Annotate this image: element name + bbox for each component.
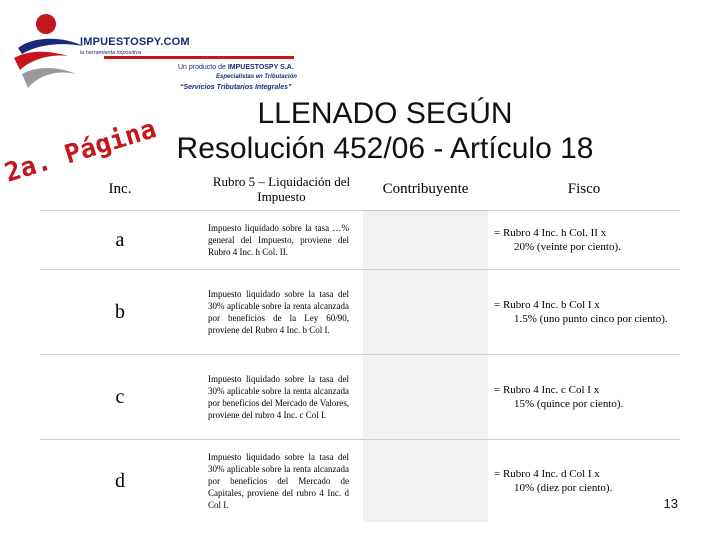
row-inc: a [40, 211, 200, 270]
header-rubro: Rubro 5 – Liquidación del Impuesto [212, 174, 351, 204]
row-fisco [488, 440, 680, 523]
page-label-word: Página [61, 114, 160, 171]
logo-product-prefix: Un producto de [178, 64, 226, 71]
title-line-2: Resolución 452/06 - Artículo 18 [176, 132, 594, 165]
row-inc: c [40, 355, 200, 440]
page-title [155, 96, 615, 166]
row-rubro-text: Impuesto liquidado sobre la tasa …% general del Impuesto, proviene del Rubro 4 Inc. h Col. II. [208, 223, 349, 257]
logo-product-line [178, 64, 294, 71]
row-fisco-first: = Rubro 4 Inc. d Col I x [494, 468, 600, 480]
row-fisco-rest: 20% (veinte por ciento). [514, 241, 621, 253]
logo-specialists: Especialistas en Tributación [216, 74, 297, 80]
row-fisco [488, 270, 680, 355]
company-logo [8, 8, 298, 98]
table-row [40, 440, 680, 523]
table-row [40, 270, 680, 355]
logo-swirl-icon [8, 8, 88, 98]
row-fisco-rest: 10% (diez por ciento). [514, 482, 613, 494]
row-inc: d [40, 440, 200, 523]
row-contribuyente [363, 440, 488, 523]
page-number: 13 [663, 496, 678, 511]
row-rubro-text: Impuesto liquidado sobre la tasa del 30% aplicable sobre la renta alcanzada por beneficios de la Ley 60/90, proviene del Rubro 4 Inc. b Col I. [208, 289, 349, 335]
logo-tagline: la herramienta impositiva [80, 50, 142, 56]
row-fisco-first: = Rubro 4 Inc. c Col I x [494, 384, 600, 396]
title-line-1: LLENADO SEGÚN [257, 97, 513, 130]
table-row [40, 355, 680, 440]
header-fisco: Fisco [567, 181, 601, 197]
row-fisco-rest: 15% (quince por ciento). [514, 398, 624, 410]
logo-brand: IMPUESTOSPY.COM [80, 36, 190, 48]
header-contribuyente: Contribuyente [382, 180, 469, 197]
row-rubro-text: Impuesto liquidado sobre la tasa del 30% aplicable sobre la renta alcanzada por beneficios del Mercado de Capitales, proviene del rubro 4 Inc. d Col I. [208, 452, 349, 510]
table-header-row [40, 168, 680, 211]
row-rubro [200, 270, 363, 355]
logo-services: “Servicios Tributarios Integrales” [180, 84, 292, 91]
row-rubro [200, 355, 363, 440]
row-fisco [488, 211, 680, 270]
row-contribuyente [363, 355, 488, 440]
logo-product-company: IMPUESTOSPY S.A. [227, 64, 294, 71]
row-contribuyente [363, 270, 488, 355]
header-inc: Inc. [108, 180, 132, 197]
liquidation-table [40, 168, 680, 522]
row-fisco-rest: 1.5% (uno punto cinco por ciento). [514, 313, 668, 325]
row-rubro-text: Impuesto liquidado sobre la tasa del 30% aplicable sobre la renta alcanzada por beneficios del Mercado de Valores, proviene del rubro 4 Inc. c Col I. [208, 374, 349, 420]
row-contribuyente [363, 211, 488, 270]
page-label-prefix: 2a. [1, 146, 55, 189]
table-row [40, 211, 680, 270]
row-fisco-first: = Rubro 4 Inc. h Col. II x [494, 227, 607, 239]
logo-red-line [104, 56, 294, 59]
row-rubro [200, 211, 363, 270]
row-rubro [200, 440, 363, 523]
row-fisco [488, 355, 680, 440]
row-fisco-first: = Rubro 4 Inc. b Col I x [494, 299, 600, 311]
row-inc: b [40, 270, 200, 355]
